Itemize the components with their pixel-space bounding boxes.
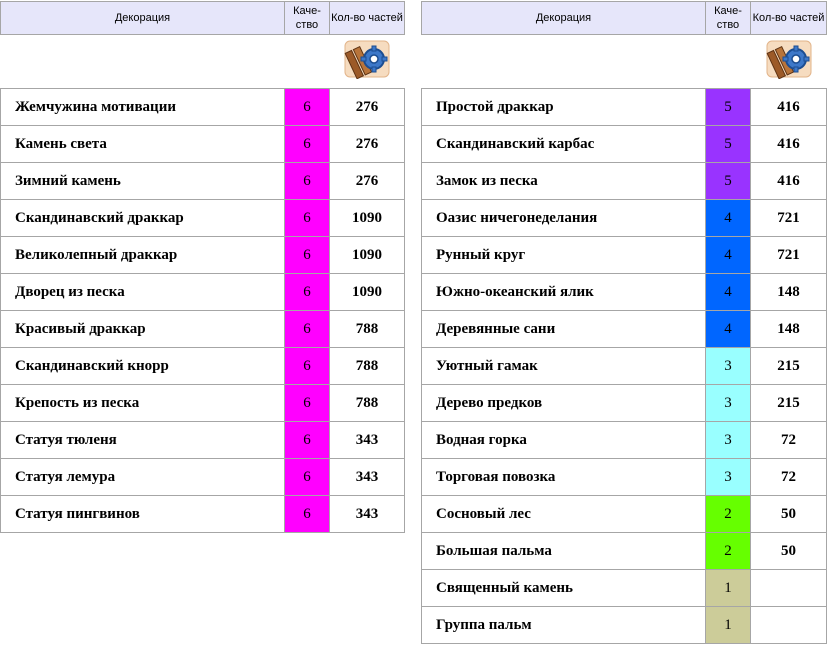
quality-cell: 6: [285, 200, 330, 237]
decoration-name: Статуя тюленя: [1, 422, 285, 459]
decoration-name: Священный камень: [422, 570, 706, 607]
decoration-name: Скандинавский кнорр: [1, 348, 285, 385]
quality-cell: 6: [285, 126, 330, 163]
table-row: [422, 385, 827, 422]
table-row: [1, 348, 405, 385]
quality-cell: 5: [706, 126, 751, 163]
quality-cell: 6: [285, 274, 330, 311]
table-row: [422, 311, 827, 348]
table-row: [422, 533, 827, 570]
table-row: [1, 311, 405, 348]
decoration-name: Дерево предков: [422, 385, 706, 422]
quality-cell: 3: [706, 459, 751, 496]
quality-cell: 6: [285, 385, 330, 422]
decoration-name: Оазис ничегонеделания: [422, 200, 706, 237]
quality-cell: 6: [285, 89, 330, 126]
table-row: [1, 163, 405, 200]
table-row: [422, 459, 827, 496]
decoration-name: Камень света: [1, 126, 285, 163]
quality-cell: 2: [706, 496, 751, 533]
parts-count: 72: [751, 459, 827, 496]
quality-cell: 4: [706, 237, 751, 274]
quality-cell: 4: [706, 200, 751, 237]
parts-count: 276: [330, 163, 405, 200]
decoration-name: Зимний камень: [1, 163, 285, 200]
column-header-decoration: Декорация: [1, 2, 285, 35]
parts-count: 788: [330, 385, 405, 422]
parts-count: 343: [330, 422, 405, 459]
table-row: [1, 274, 405, 311]
decoration-name: Рунный круг: [422, 237, 706, 274]
column-header-quality: Каче-ство: [285, 2, 330, 35]
parts-count: 416: [751, 126, 827, 163]
table-row: [1, 459, 405, 496]
table-row: [422, 126, 827, 163]
table-row: [1, 200, 405, 237]
decoration-name: Уютный гамак: [422, 348, 706, 385]
parts-count: 148: [751, 311, 827, 348]
parts-count: 721: [751, 237, 827, 274]
table-row: [1, 422, 405, 459]
parts-count: 72: [751, 422, 827, 459]
parts-count: [751, 607, 827, 644]
parts-count: 1090: [330, 274, 405, 311]
quality-cell: 3: [706, 348, 751, 385]
parts-count: 215: [751, 385, 827, 422]
decoration-name: Деревянные сани: [422, 311, 706, 348]
quality-cell: 4: [706, 274, 751, 311]
right-decor-table-panel: [421, 1, 826, 644]
table-row: [1, 126, 405, 163]
decoration-name: Великолепный драккар: [1, 237, 285, 274]
decoration-name: Жемчужина мотивации: [1, 89, 285, 126]
icon-cell: [751, 35, 827, 89]
parts-count: 343: [330, 496, 405, 533]
decoration-name: Скандинавский карбас: [422, 126, 706, 163]
quality-cell: 5: [706, 89, 751, 126]
column-header-decoration: Декорация: [422, 2, 706, 35]
quality-cell: 2: [706, 533, 751, 570]
right-items: [422, 89, 827, 644]
table-row: [422, 607, 827, 644]
table-row: [422, 89, 827, 126]
decoration-name: Большая пальма: [422, 533, 706, 570]
table-row: [422, 570, 827, 607]
table-row: [1, 237, 405, 274]
parts-count: 343: [330, 459, 405, 496]
table-row: [422, 163, 827, 200]
decoration-name: Южно-океанский ялик: [422, 274, 706, 311]
table-row: [1, 89, 405, 126]
parts-count: 416: [751, 89, 827, 126]
quality-cell: 6: [285, 311, 330, 348]
parts-count: 788: [330, 348, 405, 385]
quality-cell: 5: [706, 163, 751, 200]
left-decor-table: [0, 1, 405, 533]
parts-count: 276: [330, 89, 405, 126]
decoration-name: Крепость из песка: [1, 385, 285, 422]
parts-count: 50: [751, 533, 827, 570]
decoration-name: Торговая повозка: [422, 459, 706, 496]
left-decor-table-panel: [0, 1, 404, 533]
parts-count: 1090: [330, 237, 405, 274]
table-row: [422, 200, 827, 237]
table-row: [1, 385, 405, 422]
wood-and-gear-icon: [344, 39, 390, 79]
decoration-name: Водная горка: [422, 422, 706, 459]
decoration-name: Простой драккар: [422, 89, 706, 126]
quality-cell: 4: [706, 311, 751, 348]
decoration-name: Статуя пингвинов: [1, 496, 285, 533]
parts-count: 721: [751, 200, 827, 237]
decoration-name: Сосновый лес: [422, 496, 706, 533]
parts-count: 215: [751, 348, 827, 385]
quality-cell: 1: [706, 570, 751, 607]
parts-count: 788: [330, 311, 405, 348]
icon-cell: [330, 35, 405, 89]
decoration-name: Красивый драккар: [1, 311, 285, 348]
table-row: [422, 348, 827, 385]
column-header-parts: Кол-во частей: [330, 2, 405, 35]
quality-cell: 6: [285, 459, 330, 496]
table-row: [422, 274, 827, 311]
table-row: [422, 237, 827, 274]
decoration-name: Статуя лемура: [1, 459, 285, 496]
quality-cell: 6: [285, 237, 330, 274]
right-decor-table: [421, 1, 827, 644]
left-items: [1, 89, 405, 533]
decoration-name: Скандинавский драккар: [1, 200, 285, 237]
parts-count: 50: [751, 496, 827, 533]
parts-count: 148: [751, 274, 827, 311]
wood-and-gear-icon: [766, 39, 812, 79]
quality-cell: 6: [285, 422, 330, 459]
parts-count: 1090: [330, 200, 405, 237]
quality-cell: 3: [706, 422, 751, 459]
table-row: [422, 422, 827, 459]
column-header-parts: Кол-во частей: [751, 2, 827, 35]
quality-cell: 6: [285, 163, 330, 200]
table-row: [422, 496, 827, 533]
quality-cell: 1: [706, 607, 751, 644]
parts-count: [751, 570, 827, 607]
decoration-name: Дворец из песка: [1, 274, 285, 311]
quality-cell: 6: [285, 348, 330, 385]
decoration-name: Группа пальм: [422, 607, 706, 644]
parts-count: 416: [751, 163, 827, 200]
column-header-quality: Каче-ство: [706, 2, 751, 35]
decoration-name: Замок из песка: [422, 163, 706, 200]
table-row: [1, 496, 405, 533]
quality-cell: 3: [706, 385, 751, 422]
parts-count: 276: [330, 126, 405, 163]
quality-cell: 6: [285, 496, 330, 533]
